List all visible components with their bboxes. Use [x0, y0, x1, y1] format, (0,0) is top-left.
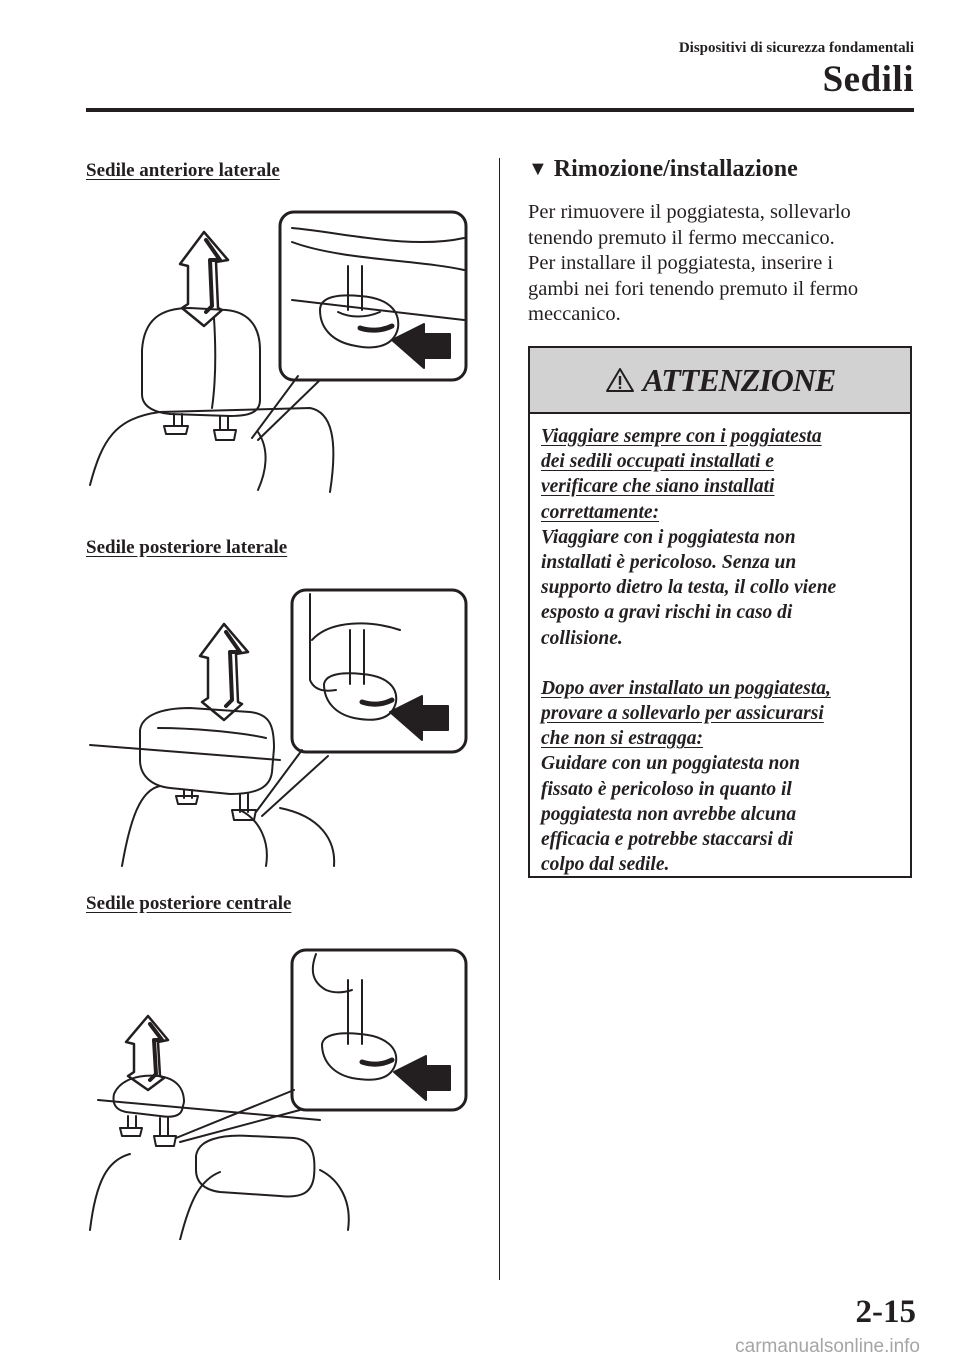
warning-subtitle-line: provare a sollevarlo per assicurarsi: [541, 703, 824, 725]
instruction-line: meccanico.: [528, 303, 621, 325]
warning-subtitle-line: Dopo aver installato un poggiatesta,: [541, 677, 831, 699]
column-divider: [499, 158, 500, 1280]
warning-text-line: collisione.: [541, 627, 623, 649]
warning-text-line: esposto a gravi rischi in caso di: [541, 602, 793, 624]
warning-body: [530, 414, 910, 877]
instruction-line: Per installare il poggiatesta, inserire i: [528, 252, 834, 274]
warning-subtitle-line: che non si estragga:: [541, 728, 703, 750]
page-title: Sedili: [822, 59, 914, 100]
warning-text-line: efficacia e potrebbe staccarsi di: [541, 829, 793, 851]
warning-text-line: Guidare con un poggiatesta non: [541, 753, 800, 775]
page-number: 2-15: [855, 1294, 916, 1330]
warning-title: ATTENZIONE: [642, 361, 836, 398]
rear-center-seat-headrest-illustration: [80, 940, 480, 1240]
front-seat-headrest-illustration: [80, 200, 480, 500]
warning-subtitle-line: Viaggiare sempre con i poggiatesta: [541, 426, 822, 447]
section-heading: [528, 156, 798, 183]
watermark: carmanualsonline.info: [735, 1336, 920, 1357]
instruction-line: tenendo premuto il fermo meccanico.: [528, 226, 835, 249]
figure-label-rear-center: Sedile posteriore centrale: [86, 893, 292, 914]
instruction-line: gambi nei fori tenendo premuto il fermo: [528, 277, 859, 300]
warning-subtitle-line: verificare che siano installati: [541, 476, 775, 498]
section-header: Dispositivi di sicurezza fondamentali: [678, 40, 914, 56]
warning-triangle-icon: [605, 367, 635, 393]
figure-label-rear-side: Sedile posteriore laterale: [86, 537, 288, 558]
warning-text-line: colpo dal sedile.: [541, 854, 670, 876]
warning-subtitle-line: correttamente:: [541, 501, 660, 523]
warning-text-line: fissato è pericoloso in quanto il: [541, 778, 792, 800]
instruction-line: Per rimuovere il poggiatesta, sollevarlo: [528, 201, 851, 223]
header-divider: [86, 108, 914, 112]
section-marker-icon: ▼: [528, 158, 548, 180]
warning-text-line: supporto dietro la testa, il collo viene: [541, 577, 837, 599]
warning-text-line: Viaggiare con i poggiatesta non: [541, 526, 796, 548]
rear-side-seat-headrest-illustration: [80, 580, 480, 870]
warning-header: [530, 348, 910, 414]
warning-subtitle-line: dei sedili occupati installati e: [541, 451, 774, 473]
figure-label-front-side: Sedile anteriore laterale: [86, 160, 280, 181]
warning-text-line: poggiatesta non avrebbe alcuna: [541, 803, 797, 825]
warning-box: [528, 346, 912, 878]
section-heading-text: Rimozione/installazione: [553, 156, 798, 182]
warning-text-line: installati è pericoloso. Senza un: [541, 552, 797, 574]
instruction-paragraph: [528, 200, 918, 328]
